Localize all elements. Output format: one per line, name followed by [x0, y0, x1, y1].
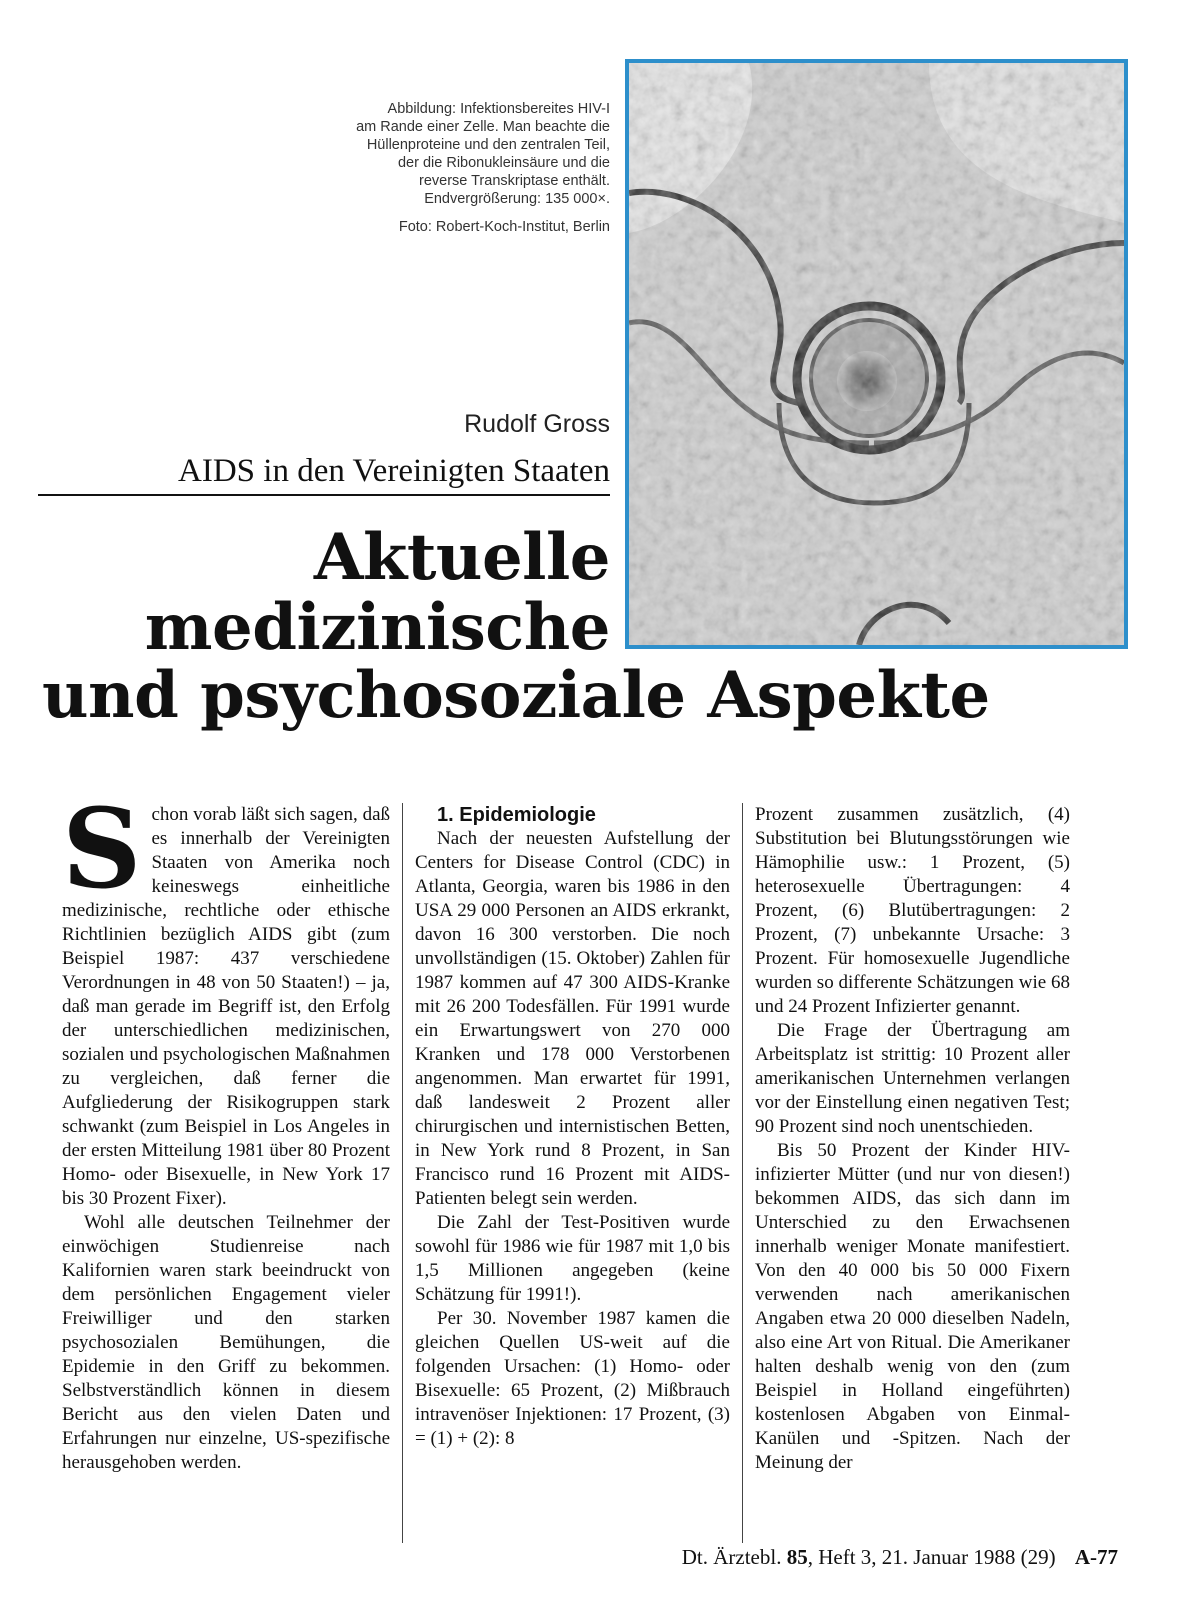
paragraph: Bis 50 Prozent der Kinder HIV-infizierter Mütter (und nur von diesen!) bekommen AIDS, das sich dann im Unterschied zu den Erwachsenen innerhalb weniger Monate manifestiert. Von den 40 000 bis 50 000 Fixern verwenden nach amerikanischen Angaben etwa 20 000 dieselben Nadeln, also eine Art von Ritual. Die Amerikaner halten deshalb wenig von den (zum Beispiel in Holland eingeführten) kostenlosen Abgaben von Einmal-Kanülen und -Spitzen. Nach der Meinung der [755, 1140, 1070, 1473]
column-3 [742, 803, 1082, 1543]
paragraph: Per 30. November 1987 kamen die gleichen Quellen US-weit auf die folgenden Ursachen: (1) Homo- oder Bisexuelle: 65 Prozent, (2) Mißbrauch intravenöser Injektionen: 17 Prozent, (3) = (1) + (2): 8 [415, 1308, 730, 1449]
section-heading: 1. Epidemiologie [437, 804, 596, 826]
caption-line: Hüllenproteine und den zentralen Teil, [366, 137, 610, 153]
drop-cap: S [62, 784, 142, 913]
issue-info: , Heft 3, 21. Januar 1988 (29) [807, 1545, 1056, 1569]
headline-line-2: medizinische [144, 590, 610, 665]
micrograph-drawing [629, 63, 1124, 645]
caption-line: der die Ribonukleinsäure und die [397, 155, 610, 171]
caption-line: am Rande einer Zelle. Man beachte die [356, 119, 610, 135]
figure-caption [230, 100, 610, 236]
page-number: A-77 [1074, 1545, 1118, 1569]
column-1 [62, 784, 402, 1543]
caption-line: Abbildung: Infektionsbereites HIV-I [387, 101, 610, 117]
caption-line: reverse Transkriptase enthält. [418, 173, 610, 189]
paragraph: Die Zahl der Test-Positiven wurde sowohl für 1986 wie für 1987 mit 1,0 bis 1,5 Millionen angegeben (keine Schätzung für 1991!). [415, 1212, 730, 1305]
volume-number: 85 [786, 1545, 808, 1569]
caption-line: Endvergrößerung: 135 000×. [424, 191, 610, 207]
headline-line-1: Aktuelle [313, 520, 610, 595]
paragraph: Wohl alle deutschen Teilnehmer der einwöchigen Studienreise nach Kalifornien waren stark beeindruckt von dem persönlichen Engagement vieler Freiwilliger und den starken psychosozialen Bemühungen, die Epidemie in den Griff zu bekommen. Selbstverständlich können in diesem Bericht aus den vielen Daten und Erfahrungen nur einzelne, US-spezifische herausgehoben werden. [62, 1212, 390, 1473]
article-body [62, 784, 1130, 1543]
article-kicker: AIDS in den Vereinigten Staaten [38, 453, 610, 496]
photo-credit: Foto: Robert-Koch-Institut, Berlin [398, 219, 610, 235]
paragraph-text: chon vorab läßt sich sagen, daß es innerhalb der Vereinigten Staaten von Amerika noch keineswegs einheitliche medizinische, rechtliche oder ethische Richtlinien bezüglich AIDS gibt (zum Beispiel 1987: 437 verschiedene Verordnungen in 48 von 50 Staaten!) – ja, daß man gerade im Begriff ist, den Erfolg der unterschiedlichen medizinischen, sozialen und psychologischen Maßnahmen zu vergleichen, daß ferner die Aufgliederung der Risikogruppen stark schwankt (zum Beispiel in Los Angeles in der ersten Mitteilung 1981 über 80 Prozent Homo- oder Bisexuelle, in New York 17 bis 30 Prozent Fixer). [62, 804, 390, 1209]
headline-line-3: und psychosoziale Aspekte [42, 658, 990, 733]
column-2 [402, 803, 742, 1543]
journal-name: Dt. Ärztebl. [681, 1545, 782, 1569]
electron-micrograph-image [625, 59, 1128, 649]
page-footer [682, 1545, 1118, 1570]
paragraph: Prozent zusammen zusätzlich, (4) Substitution bei Blutungsstörungen wie Hämophilie usw.: 1 Prozent, (5) heterosexuelle Übertragungen: 4 Prozent, (6) Blutübertragungen: 2 Prozent, (7) unbekannte Ursache: 3 Prozent. Für homosexuelle Jugendliche wurden so differente Schätzungen wie 68 und 24 Prozent Infizierter genannt. [755, 804, 1070, 1017]
paragraph: Die Frage der Übertragung am Arbeitsplatz ist strittig: 10 Prozent aller amerikanischen Unternehmen verlangen vor der Einstellung einen negativen Test; 90 Prozent sind noch unentschieden. [755, 1020, 1070, 1137]
paragraph: Nach der neuesten Aufstellung der Centers for Disease Control (CDC) in Atlanta, Georgia, waren bis 1986 in den USA 29 000 Personen an AIDS erkrankt, davon 16 300 verstorben. Die noch unvollständigen (15. Oktober) Zahlen für 1987 kommen auf 47 300 AIDS-Kranke mit 26 200 Todesfällen. Für 1991 wurde ein Erwartungswert von 270 000 Kranken und 178 000 Verstorbenen angenommen. Man erwartet für 1991, daß landesweit 2 Prozent aller chirurgischen und internistischen Betten, in New York rund 8 Prozent, in San Francisco rund 16 Prozent mit AIDS-Patienten belegt sein werden. [415, 828, 730, 1209]
author-name: Rudolf Gross [464, 410, 610, 438]
paragraph [62, 784, 390, 1211]
